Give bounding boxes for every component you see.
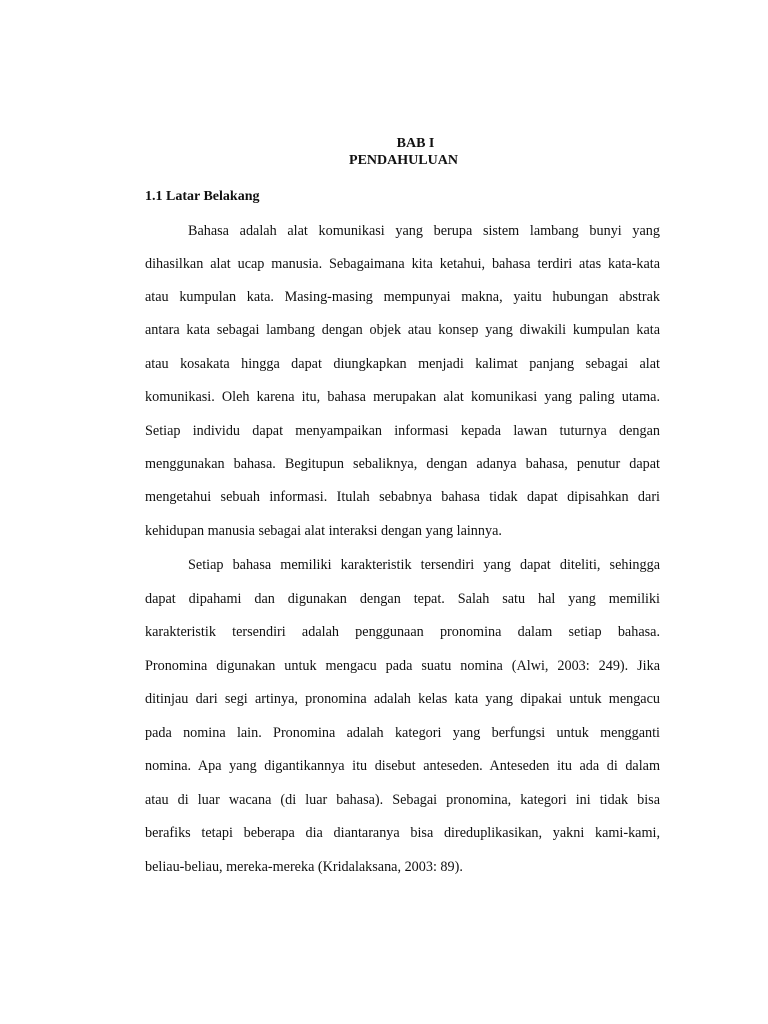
paragraph-1-line-3: atau kumpulan kata. Masing-masing mempunyai makna, yaitu hubungan abstrak xyxy=(145,289,660,305)
paragraph-1-line-6: komunikasi. Oleh karena itu, bahasa merupakan alat komunikasi yang paling utama. xyxy=(145,389,660,405)
paragraph-2-line-4: Pronomina digunakan untuk mengacu pada suatu nomina (Alwi, 2003: 249). Jika xyxy=(145,658,660,674)
chapter-heading xyxy=(145,135,660,169)
paragraph-2-line-5: ditinjau dari segi artinya, pronomina adalah kelas kata yang dipakai untuk mengacu xyxy=(145,691,660,707)
paragraph-1-line-5: atau kosakata hingga dapat diungkapkan menjadi kalimat panjang sebagai alat xyxy=(145,356,660,372)
section-heading: 1.1 Latar Belakang xyxy=(145,189,260,204)
paragraph-1-line-4: antara kata sebagai lambang dengan objek atau konsep yang diwakili kumpulan kata xyxy=(145,322,660,338)
chapter-title: PENDAHULUAN xyxy=(349,153,458,168)
paragraph-1-line-8: menggunakan bahasa. Begitupun sebaliknya, dengan adanya bahasa, penutur dapat xyxy=(145,456,660,472)
chapter-number: BAB I xyxy=(396,136,435,151)
paragraph-1-line-1: Bahasa adalah alat komunikasi yang berupa sistem lambang bunyi yang xyxy=(188,223,660,239)
paragraph-2-line-3: karakteristik tersendiri adalah penggunaan pronomina dalam setiap bahasa. xyxy=(145,624,660,640)
paragraph-2-line-7: nomina. Apa yang digantikannya itu disebut anteseden. Anteseden itu ada di dalam xyxy=(145,758,660,774)
paragraph-1-line-2: dihasilkan alat ucap manusia. Sebagaimana kita ketahui, bahasa terdiri atas kata-kata xyxy=(145,256,660,272)
paragraph-2-line-9: berafiks tetapi beberapa dia diantaranya bisa direduplikasikan, yakni kami-kami, xyxy=(145,825,660,841)
paragraph-1-line-10: kehidupan manusia sebagai alat interaksi dengan yang lainnya. xyxy=(145,523,502,539)
paragraph-2-line-6: pada nomina lain. Pronomina adalah kategori yang berfungsi untuk mengganti xyxy=(145,725,660,741)
paragraph-1-line-7: Setiap individu dapat menyampaikan informasi kepada lawan tuturnya dengan xyxy=(145,423,660,439)
paragraph-2-line-2: dapat dipahami dan digunakan dengan tepat. Salah satu hal yang memiliki xyxy=(145,591,660,607)
paragraph-1-line-9: mengetahui sebuah informasi. Itulah sebabnya bahasa tidak dapat dipisahkan dari xyxy=(145,489,660,505)
paragraph-2-line-8: atau di luar wacana (di luar bahasa). Sebagai pronomina, kategori ini tidak bisa xyxy=(145,792,660,808)
paragraph-2-line-1: Setiap bahasa memiliki karakteristik tersendiri yang dapat diteliti, sehingga xyxy=(188,557,660,573)
paragraph-2-line-10: beliau-beliau, mereka-mereka (Kridalaksana, 2003: 89). xyxy=(145,859,463,875)
